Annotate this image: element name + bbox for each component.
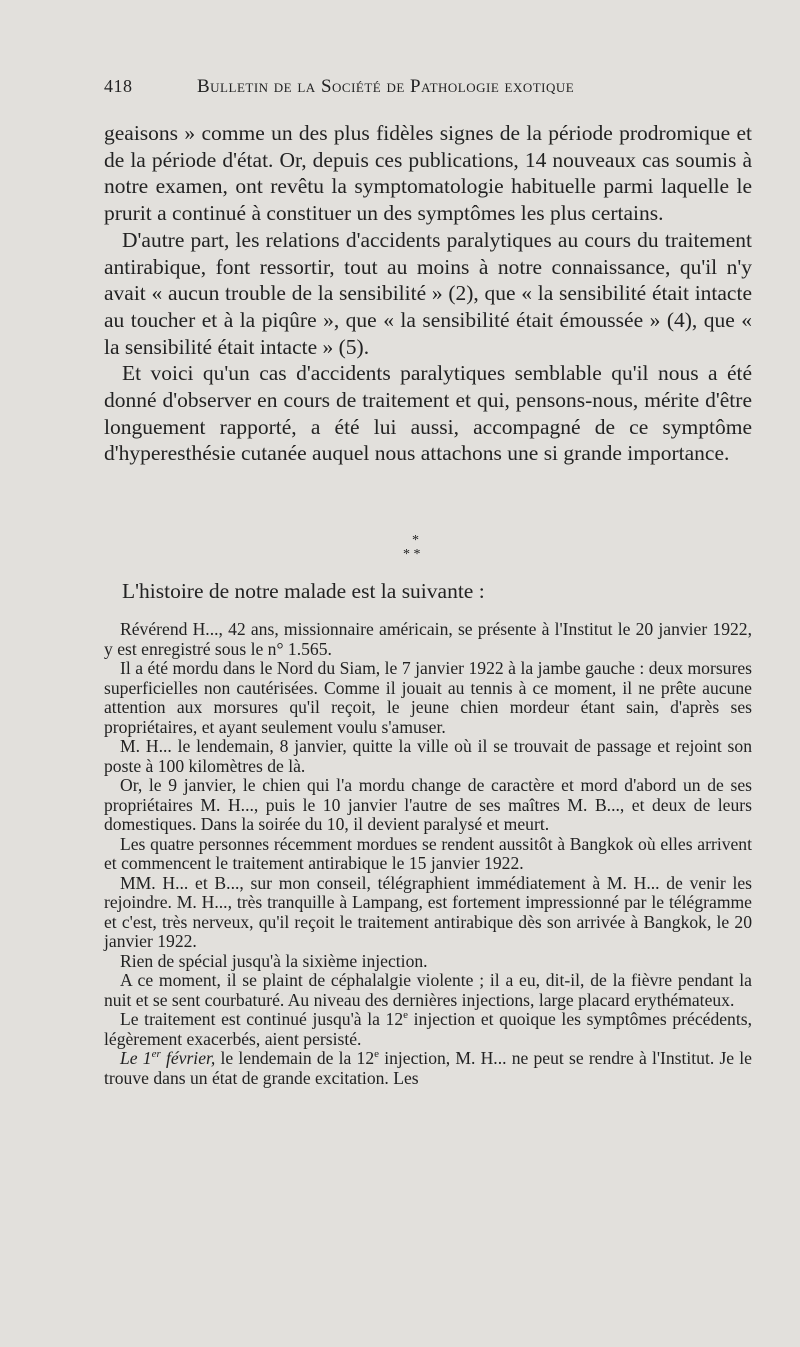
paragraph: geaisons » comme un des plus fidèles signes de la période prodromique et de la période d'état. Or, depuis ces publications, 14 nouveaux cas soumis à notre examen, ont revêtu la symptomatologie habituelle parmi laquelle le prurit a continué à constituer un des symptômes les plus certains. bbox=[104, 121, 752, 226]
superscript: e bbox=[403, 1009, 409, 1022]
separator-stars: * * bbox=[403, 547, 421, 562]
page-number: 418 bbox=[104, 76, 133, 96]
superscript: er bbox=[151, 1048, 161, 1061]
text-run: injection, M. H... ne peut se rendre à l'Institut. Je le trouve dans un état de grande excitation. Les bbox=[104, 1048, 752, 1088]
case-paragraph: Il a été mordu dans le Nord du Siam, le 7 janvier 1922 à la jambe gauche : deux morsures superficielles non cautérisées. Comme il jouait au tennis à ce moment, il ne prête aucune attention aux morsures qu'il reçoit, le jeune chien mordeur étant sain, d'après ses propriétaires, et ayant seulement voulu s'amuser. bbox=[104, 658, 752, 737]
text-run: février, bbox=[160, 1048, 216, 1068]
case-paragraph: Or, le 9 janvier, le chien qui l'a mordu change de caractère et mord d'abord un de ses propriétaires M. H..., puis le 10 janvier l'autre de ses maîtres M. B..., et deux de leurs domestiques. Dans la soirée du 10, il devient paralysé et meurt. bbox=[104, 775, 752, 834]
text-run: injection et quoique les symptômes précédents, légèrement exacerbés, aient persisté. bbox=[104, 1009, 752, 1049]
date-italic bbox=[120, 1048, 215, 1068]
case-paragraph: A ce moment, il se plaint de céphalalgie violente ; il a eu, dit-il, de la fièvre pendant la nuit et se sent courbaturé. Au niveau des dernières injections, large placard erythémateux. bbox=[104, 970, 752, 1010]
text-run: Le 1 bbox=[120, 1048, 152, 1068]
text-run: Le traitement est continué jusqu'à la 12 bbox=[120, 1009, 404, 1029]
case-paragraph: Les quatre personnes récemment mordues se rendent aussitôt à Bangkok où elles arrivent et commencent le traitement antirabique le 15 janvier 1922. bbox=[104, 833, 752, 873]
running-header bbox=[104, 76, 704, 98]
paragraph: Et voici qu'un cas d'accidents paralytiques semblable qu'il nous a été donné d'observer en cours de traitement et qui, pensons-nous, mérite d'être longuement rapporté, a été lui aussi, accompagné de ce symptôme d'hyperesthésie cutanée auquel nous attachons une si grande importance. bbox=[104, 361, 752, 466]
separator-star: * bbox=[412, 533, 419, 548]
case-paragraph bbox=[104, 1010, 752, 1049]
case-report bbox=[104, 620, 752, 1088]
section-intro: L'histoire de notre malade est la suivante : bbox=[122, 579, 485, 603]
text-run: le lendemain de la 12 bbox=[215, 1048, 375, 1068]
superscript: e bbox=[374, 1048, 380, 1061]
case-paragraph: MM. H... et B..., sur mon conseil, télégraphient immédiatement à M. H... de venir les rejoindre. M. H..., très tranquille à Lampang, est fortement impressionné par le télégramme et c'est, très nerveux, qu'il reçoit le traitement antirabique dès son arrivée à Bangkok, le 20 janvier 1922. bbox=[104, 872, 752, 951]
case-paragraph bbox=[104, 1049, 752, 1088]
main-text bbox=[104, 120, 752, 467]
running-title: Bulletin de la Société de Pathologie exotique bbox=[197, 76, 575, 97]
case-paragraph: M. H... le lendemain, 8 janvier, quitte la ville où il se trouvait de passage et rejoint son poste à 100 kilomètres de là. bbox=[104, 736, 752, 776]
paragraph: D'autre part, les relations d'accidents paralytiques au cours du traitement antirabique, font ressortir, tout au moins à notre connaissance, qu'il n'y avait « aucun trouble de la sensibilité » (2), que « la sensibilité était intacte au toucher et à la piqûre », que « la sensibilité était émoussée » (4), que « la sensibilité était intacte » (5). bbox=[104, 227, 752, 359]
case-paragraph: Rien de spécial jusqu'à la sixième injection. bbox=[120, 950, 428, 971]
case-paragraph: Révérend H..., 42 ans, missionnaire américain, se présente à l'Institut le 20 janvier 1922, y est enregistré sous le n° 1.565. bbox=[104, 619, 752, 659]
